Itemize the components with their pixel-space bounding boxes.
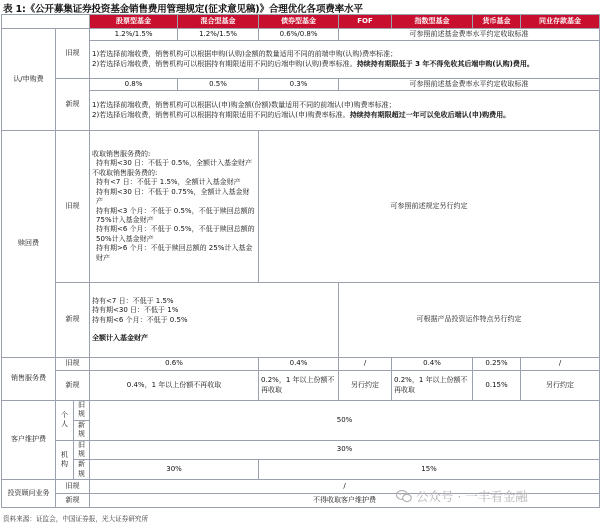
header-money: 货币基金 [473,15,521,29]
redemption-label: 赎回费 [2,131,56,358]
maintenance-institution-old-row [2,440,600,460]
wechat-icon [396,489,412,503]
maintenance-institution-new-label: 新规 [74,460,90,480]
redemption-new-rules [90,283,339,358]
watermark-text: 公众号 · 一丰看金融 [416,489,528,504]
service-old-bond: 0.4% [259,358,339,371]
header-mixed: 混合型基金 [178,15,259,29]
spacer [92,325,336,334]
maintenance-personal-new-label: 新规 [74,420,90,440]
subscription-new-bond: 0.3% [259,79,339,91]
subscription-old-other: 可参照前述基金费率水平约定收取标准 [339,29,600,41]
subscription-new-note-2a: 2)若选择后端收费，销售机构可以根据持有期限适用不同的后端认(申)购费率标准。 [92,110,350,119]
redemption-old-line: 持有期<30 日：不低于 0.75%，全额计入基金财产 [96,187,250,206]
subscription-new-note [90,91,600,131]
subscription-old-label: 旧规 [56,29,90,79]
maintenance-institution-new-row [2,460,600,480]
header-equity: 股票型基金 [90,15,178,29]
maintenance-institution-new-right: 15% [259,460,600,480]
subscription-new-note-1: 1)若选择前端收费，销售机构可以根据认(申)购金额(份额)数量适用不同的前端认(申)购费率标准； [92,101,396,110]
subscription-old-note [90,41,600,79]
subscription-new-mixed: 0.5% [178,79,259,91]
service-old-fof: / [339,358,392,371]
maintenance-institution-label: 机构 [56,440,74,480]
maintenance-personal-label: 个人 [56,401,74,441]
service-label: 销售服务费 [2,358,56,401]
service-new-row [2,371,600,401]
subscription-new-equity: 0.8% [90,79,178,91]
redemption-old-row [2,131,600,283]
redemption-old-line: 持有期<3 个月：不低于 0.5%，不低于赎回总额的 75%计入基金财产 [96,206,255,224]
redemption-old-line: 持有期<30 日：不低于 0.5%，全额计入基金财产 [96,159,253,168]
redemption-old-line: 持有<7 日：不低于 1.5%，全额计入基金财产 [96,178,241,187]
redemption-new-row [2,283,600,358]
redemption-old-label: 旧规 [56,131,90,283]
redemption-old-other: 可参照前述规定另行约定 [259,131,600,283]
source-note: 资料来源：证监会，中国证券报，光大证券研究所 [3,515,149,523]
subscription-label: 认/申购费 [2,29,56,131]
redemption-old-rules [90,131,259,283]
service-new-label: 新规 [56,371,90,401]
advisory-old-label: 旧规 [56,480,90,494]
redemption-new-line: 持有<7 日：不低于 1.5% [92,296,174,305]
advisory-new-label: 新规 [56,494,90,508]
redemption-old-line: 不收取销售服务费的: [92,168,158,177]
subscription-new-note-2b: 持续持有期限超过一年可以免收后端认(申)购费用。 [349,110,511,119]
maintenance-institution-old-label: 旧规 [74,440,90,460]
subscription-old-bond: 0.6%/0.8% [259,29,339,41]
redemption-new-bold: 全额计入基金财产 [92,333,149,342]
maintenance-personal-old-row [2,401,600,421]
subscription-old-note-row [2,41,600,79]
service-old-money: 0.25% [473,358,521,371]
subscription-new-values-row [2,79,600,91]
redemption-new-label: 新规 [56,283,90,358]
service-new-money: 0.15% [473,371,521,401]
subscription-new-note-row [2,91,600,131]
subscription-old-equity: 1.2%/1.5% [90,29,178,41]
redemption-new-other: 可根据产品投资运作特点另行约定 [339,283,600,358]
subscription-old-values-row [2,29,600,41]
maintenance-label: 客户维护费 [2,401,56,480]
maintenance-institution-old-value: 30% [90,440,600,460]
redemption-new-line: 持有期<6 个月：不低于 0.5% [92,315,188,324]
subscription-new-note-2 [92,111,597,120]
service-old-index: 0.4% [392,358,473,371]
header-blank [2,15,90,29]
subscription-new-label: 新规 [56,79,90,131]
service-old-label: 旧规 [56,358,90,371]
redemption-old-line: 持有期>6 个月：不低于赎回总额的 25%计入基金财产 [96,244,253,262]
subscription-old-mixed: 1.2%/1.5% [178,29,259,41]
service-new-deposit: 另行约定 [521,371,600,401]
subscription-old-note-1: 1)若选择前端收费，销售机构可以根据申购(认购)金额的数量适用不同的前端申购(认购)费率标准； [92,50,398,59]
subscription-new-other: 可参照前述基金费率水平约定收取标准 [339,79,600,91]
advisory-new-value: 不得收取客户维护费 [90,494,600,508]
service-new-fof: 另行约定 [339,371,392,401]
service-old-equity-mixed: 0.6% [90,358,259,371]
header-row [2,15,600,29]
subscription-old-note-2 [92,60,597,69]
maintenance-personal-value: 50% [90,401,600,441]
fee-table [1,14,600,508]
service-new-index: 0.2%，1 年以上份额不再收取 [392,371,473,401]
maintenance-institution-new-left: 30% [90,460,259,480]
maintenance-personal-old-label: 旧规 [74,401,90,421]
redemption-old-line: 持有期<6 个月：不低于 0.5%，不低于赎回总额的 50%计入基金财产 [96,225,255,243]
subscription-old-note-2b: 持续持有期限低于 3 年不得免收其后端申购(认购)费用。 [356,59,534,68]
subscription-old-note-2a: 2)若选择后端收费，销售机构可以根据持有期限适用不同的后端申购(认购)费率标准。 [92,59,357,68]
header-bond: 债券型基金 [259,15,339,29]
service-old-deposit: / [521,358,600,371]
service-new-equity-mixed: 0.4%，1 年以上份额不再收取 [90,371,259,401]
header-index: 指数型基金 [392,15,473,29]
watermark [396,487,528,505]
header-deposit: 同业存款基金 [521,15,600,29]
redemption-old-line: 收取销售服务费的: [92,150,151,159]
service-old-row [2,358,600,371]
service-new-bond: 0.2%，1 年以上份额不再收取 [259,371,339,401]
advisory-label: 投资顾问业务 [2,480,56,508]
redemption-new-line: 持有期<30 日：不低于 1% [92,306,179,315]
advisory-old-value: / [90,480,600,494]
table-title: 表 1:《公开募集证券投资基金销售费用管理规定(征求意见稿)》合理优化各项费率水平 [3,4,363,15]
header-fof: FOF [339,15,392,29]
